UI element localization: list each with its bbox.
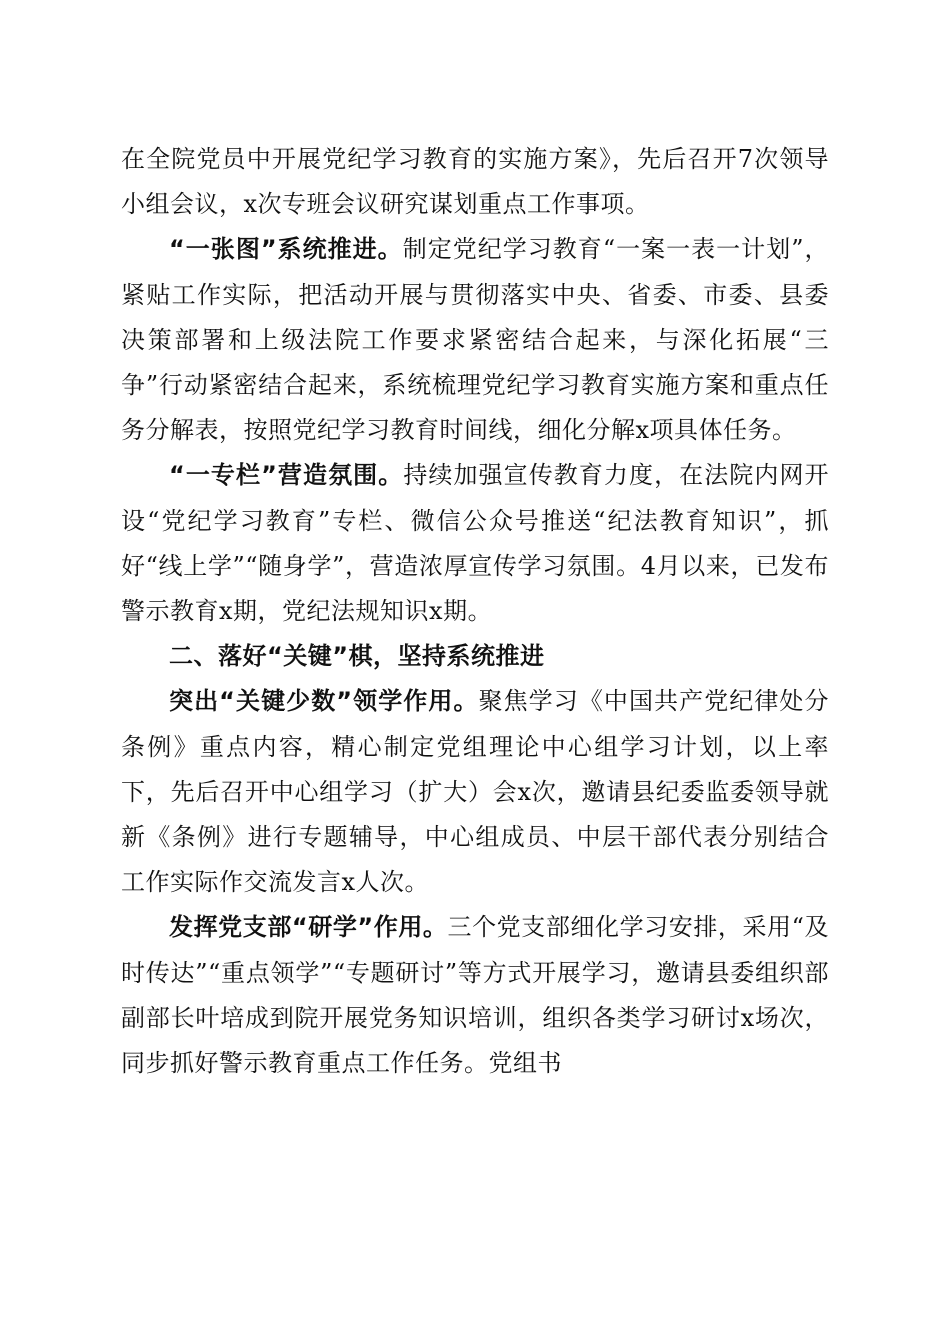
paragraph-3-lead: “一专栏”营造氛围。: [169, 461, 404, 490]
paragraph-5: [121, 905, 829, 1086]
document-body: [121, 137, 829, 1086]
paragraph-2: [121, 227, 829, 453]
paragraph-1: [121, 137, 829, 227]
section-heading-2: 二、落好“关键”棋，坚持系统推进: [169, 642, 545, 671]
paragraph-2-lead: “一张图”系统推进。: [169, 235, 403, 264]
paragraph-4: [121, 679, 829, 905]
paragraph-2-body: 制定党纪学习教育“一案一表一计划”，紧贴工作实际，把活动开展与贯彻落实中央、省委、市委、县委决策部署和上级法院工作要求紧密结合起来，与深化拓展“三争”行动紧密结合起来，系统梳理党纪学习教育实施方案和重点任务分解表，按照党纪学习教育时间线，细化分解x项具体任务。: [121, 235, 829, 445]
paragraph-3-body: 持续加强宣传教育力度，在法院内网开设“党纪学习教育”专栏、微信公众号推送“纪法教育知识”，抓好“线上学”“随身学”，营造浓厚宣传学习氛围。4月以来，已发布警示教育x期，党纪法规知识x期。: [121, 461, 830, 626]
paragraph-4-body: 聚焦学习《中国共产党纪律处分条例》重点内容，精心制定党组理论中心组学习计划，以上率下，先后召开中心组学习（扩大）会x次，邀请县纪委监委领导就新《条例》进行专题辅导，中心组成员、中层干部代表分别结合工作实际作交流发言x人次。: [121, 687, 830, 897]
paragraph-4-lead: 突出“关键少数”领学作用。: [169, 687, 479, 716]
paragraph-1-text: 在全院党员中开展党纪学习教育的实施方案》，先后召开7次领导小组会议，x次专班会议研究谋划重点工作事项。: [121, 145, 829, 219]
paragraph-3: [121, 453, 829, 634]
paragraph-5-body: 三个党支部细化学习安排，采用“及时传达”“重点领学”“专题研讨”等方式开展学习，邀请县委组织部副部长叶培成到院开展党务知识培训，组织各类学习研讨x场次，同步抓好警示教育重点工作任务。党组书: [121, 913, 829, 1078]
paragraph-5-lead: 发挥党支部“研学”作用。: [169, 913, 448, 942]
